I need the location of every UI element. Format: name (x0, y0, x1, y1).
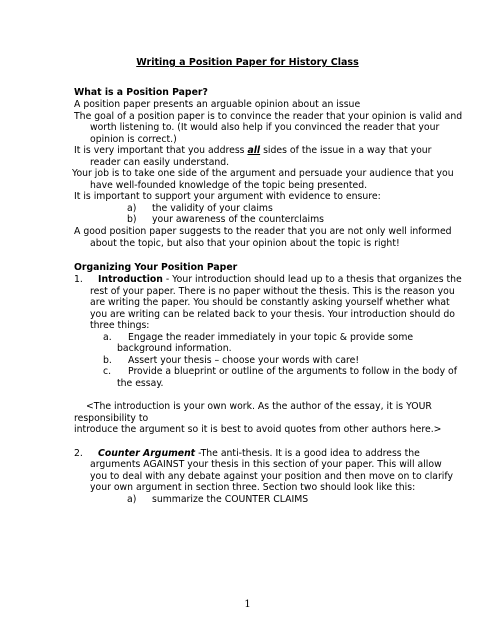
paragraph-line (74, 145, 431, 156)
list-marker: a) (127, 203, 137, 214)
paragraph-line: It is important to support your argument with evidence to ensure: (74, 191, 381, 202)
paragraph-line: A good position paper suggests to the reader that you are not only well informed (74, 226, 452, 237)
section-heading: What is a Position Paper? (74, 87, 208, 98)
paragraph-line: rest of your paper. There is no paper without the thesis. This is the reason you (90, 286, 455, 297)
list-item: Assert your thesis – choose your words with care! (128, 355, 360, 366)
paragraph-line: are writing the paper. You should be constantly asking yourself whether what (90, 297, 450, 308)
document-title: Writing a Position Paper for History Class (136, 57, 359, 68)
list-marker: c. (103, 366, 112, 377)
paragraph-line (98, 274, 462, 285)
list-item: the essay. (117, 378, 164, 389)
paragraph-line: A position paper presents an arguable opinion about an issue (74, 99, 361, 110)
paragraph-line: your own argument in section three. Section two should look like this: (90, 482, 416, 493)
numbered-marker: 1. (74, 274, 83, 285)
emphasis-text: all (247, 145, 261, 156)
list-item: Provide a blueprint or outline of the arguments to follow in the body of (128, 366, 457, 377)
text-run: -The anti-thesis. It is a good idea to address the (195, 448, 420, 459)
numbered-marker: 2. (74, 448, 83, 459)
paragraph-line: about the topic, but also that your opinion about the topic is right! (90, 238, 400, 249)
paragraph-line: Your job is to take one side of the argument and persuade your audience that you (72, 168, 454, 179)
paragraph-line: you are writing can be related back to your thesis. Your introduction should do (90, 309, 455, 320)
list-item: summarize the COUNTER CLAIMS (152, 494, 309, 505)
list-item: Engage the reader immediately in your topic & provide some (128, 332, 414, 343)
page-number: 1 (244, 599, 251, 610)
note-line: responsibility to (74, 413, 149, 424)
list-item: your awareness of the counterclaims (152, 214, 325, 225)
text-run: - Your introduction should lead up to a thesis that organizes the (162, 274, 462, 285)
section-heading: Organizing Your Position Paper (74, 262, 238, 273)
list-item: background information. (117, 343, 232, 354)
paragraph-line (98, 448, 420, 459)
paragraph-line: three things: (90, 320, 150, 331)
paragraph-line: worth listening to. (It would also help if you convinced the reader that your (90, 122, 440, 133)
list-marker: a) (127, 494, 137, 505)
paragraph-line: have well-founded knowledge of the topic being presented. (90, 180, 368, 191)
paragraph-line: arguments AGAINST your thesis in this section of your paper. This will allow (90, 459, 442, 470)
paragraph-line: reader can easily understand. (90, 157, 230, 168)
list-item: the validity of your claims (152, 203, 273, 214)
paragraph-line: opinion is correct.) (90, 134, 177, 145)
note-line: introduce the argument so it is best to avoid quotes from other authors here.> (74, 424, 442, 435)
note-line: <The introduction is your own work. As the author of the essay, it is YOUR (86, 401, 432, 412)
item-label: Counter Argument (98, 448, 196, 459)
item-label: Introduction (98, 274, 163, 285)
list-marker: b) (127, 214, 137, 225)
text-run: sides of the issue in a way that your (260, 145, 432, 156)
list-marker: a. (103, 332, 112, 343)
paragraph-line: The goal of a position paper is to convince the reader that your opinion is valid and (74, 111, 463, 122)
list-marker: b. (103, 355, 112, 366)
text-run: It is very important that you address (74, 145, 248, 156)
paragraph-line: you to deal with any debate against your position and then move on to clarify (90, 471, 454, 482)
